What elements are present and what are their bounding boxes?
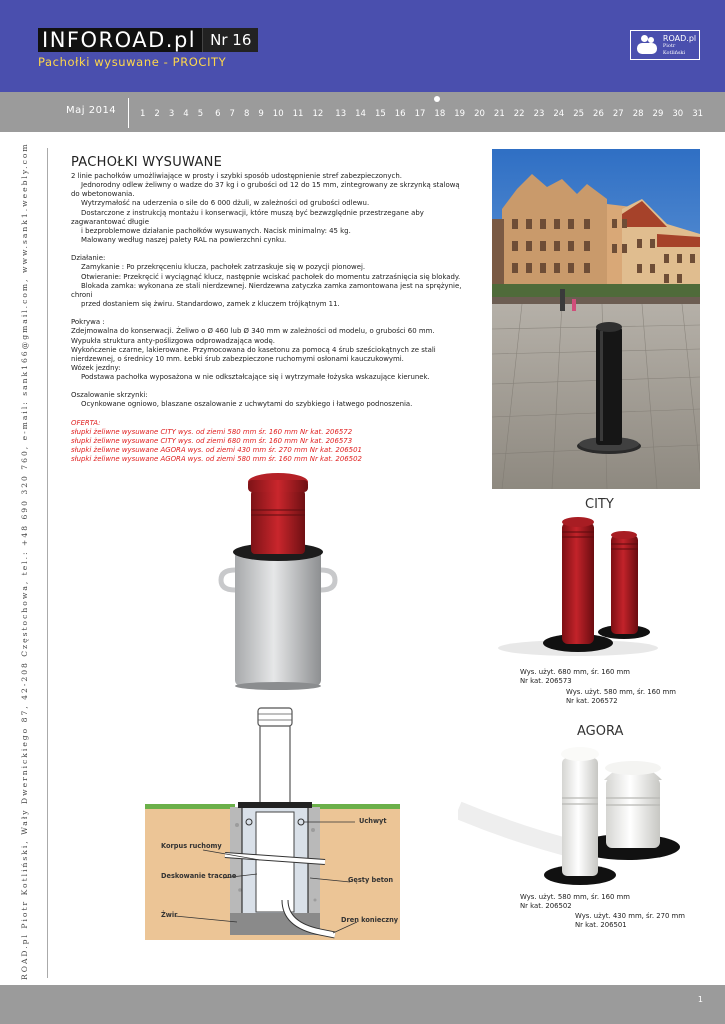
road-logo[interactable] xyxy=(630,30,700,60)
agora-cap1-line1: Wys. użyt. 580 mm, śr. 160 mm xyxy=(520,893,630,901)
calendar-day[interactable]: 18 xyxy=(434,109,446,119)
brand-title xyxy=(38,28,258,52)
calendar-day[interactable]: 21 xyxy=(493,109,505,119)
offer-line: słupki żeliwne wysuwane CITY wys. od ziemi 680 mm śr. 160 mm Nr kat. 206573 xyxy=(71,436,353,445)
calendar-day[interactable]: 22 xyxy=(513,109,525,119)
article-line: Malowany według naszej palety RAL na powierzchni cynku. xyxy=(81,236,287,245)
article-line: 2 linie pachołków umożliwiające w prosty i szybki sposób udostępnienie stref zabezpieczonych. xyxy=(71,172,402,180)
agora-cap1-line2: Nr kat. 206502 xyxy=(520,901,572,910)
calendar-month: Maj 2014 xyxy=(66,105,117,116)
brand-name: INFOROAD.pl xyxy=(42,28,197,52)
city-caption-2 xyxy=(566,688,676,705)
calendar-day[interactable]: 17 xyxy=(414,109,426,119)
calendar-day[interactable]: 8 xyxy=(243,109,250,119)
calendar-day[interactable]: 3 xyxy=(168,109,175,119)
calendar-day[interactable]: 10 xyxy=(272,109,284,119)
city-cap1-line1: Wys. użyt. 680 mm, śr. 160 mm xyxy=(520,668,630,676)
article-line: Zamykanie : Po przekręceniu klucza, pachołek zatrzaskuje się w pozycji pionowej. xyxy=(81,263,366,272)
calendar-day[interactable]: 11 xyxy=(292,109,304,119)
calendar-day[interactable]: 30 xyxy=(672,109,684,119)
article-line: Wypukła struktura anty-poślizgowa odprowadzająca wodę. xyxy=(71,336,275,345)
city-caption-1 xyxy=(520,668,630,685)
article-title: PACHOŁKI WYSUWANE xyxy=(71,155,223,170)
calendar-day[interactable]: 31 xyxy=(692,109,704,119)
city-bollards-image xyxy=(478,510,663,670)
calendar-day[interactable]: 29 xyxy=(652,109,664,119)
offer-line: słupki żeliwne wysuwane AGORA wys. od ziemi 580 mm śr. 160 mm Nr kat. 206502 xyxy=(71,455,362,464)
calendar-day[interactable]: 25 xyxy=(573,109,585,119)
article-line: Wózek jezdny: xyxy=(71,363,121,372)
contact-vertical-text: ROAD.pl Piotr Kotliński, Wały Dwernickiego 87, 42-208 Częstochowa, tel.: +48 690 320 760, e-mail: sank166@gmail.com, www.sank1.weebly.com xyxy=(20,142,29,980)
article-line: Jednorodny odlew żeliwny o wadze do 37 kg i o grubości od 12 do 15 mm, zintegrowany ze skrzynką stalową xyxy=(81,181,460,190)
article-line: Oszalowanie skrzynki: xyxy=(71,391,148,400)
calendar-day[interactable]: 6 xyxy=(215,109,221,119)
logo-line1: ROAD.pl xyxy=(662,33,697,43)
diagram-label-uchwyt: Uchwyt xyxy=(359,817,387,825)
city-cap2-line2: Nr kat. 206572 xyxy=(566,696,618,705)
calendar-day[interactable]: 1 xyxy=(140,109,146,119)
diagram-label-zwir: Żwir xyxy=(161,911,178,919)
diagram-label-korpus: Korpus ruchomy xyxy=(161,842,222,850)
footer-bar xyxy=(0,985,725,1024)
article-line: Ocynkowane ogniowo, blaszane oszalowanie z uchwytami do szybkiego i łatwego podnoszenia. xyxy=(81,400,413,409)
article-line: Pokrywa : xyxy=(71,318,105,327)
street-photo xyxy=(492,149,700,489)
article-line xyxy=(71,382,487,391)
calendar-day[interactable]: 5 xyxy=(197,109,204,119)
marked-day-dot-icon xyxy=(434,96,440,102)
article-line xyxy=(71,309,487,318)
page-number: 1 xyxy=(697,995,703,1004)
article-line: Wykończenie czarne, lakierowane. Przymocowana do kasetonu za pomocą 4 śrub sześciokątnych ze stali xyxy=(71,345,436,354)
article-body xyxy=(71,172,487,464)
calendar-day[interactable]: 16 xyxy=(394,109,406,119)
calendar-day[interactable]: 23 xyxy=(533,109,545,119)
sidebar-divider xyxy=(47,148,48,978)
article-line: Zdejmowalna do konserwacji. Żeliwo o Ø 460 lub Ø 340 mm w zależności od modelu, o grubości 60 mm. xyxy=(71,327,435,336)
installation-diagram xyxy=(145,700,405,940)
article-line: i bezproblemowe działanie pachołków wysuwanych. Nacisk minimalny: 45 kg. xyxy=(81,226,351,235)
calendar-day[interactable]: 19 xyxy=(454,109,466,119)
article-line: Blokada zamka: wykonana ze stali nierdzewnej. Nierdzewna zatyczka zamka zamontowana jest na sprężynie, xyxy=(81,281,462,290)
offer-line: OFERTA: xyxy=(71,418,101,427)
calendar-day[interactable]: 27 xyxy=(612,109,624,119)
diagram-label-dren: Dren konieczny xyxy=(341,916,399,924)
header-subtitle: Pachołki wysuwane - PROCITY xyxy=(38,55,227,69)
article-spacer xyxy=(71,410,487,419)
calendar-day[interactable]: 13 xyxy=(335,109,347,119)
article-line: Działanie: xyxy=(71,254,106,263)
agora-caption-2 xyxy=(575,912,685,929)
article-line: nierdzewnej, o średnicy 10 mm. Łebki śrub zabezpieczone ruchomymi osłonami kauczukowymi. xyxy=(71,354,404,363)
article-line: zagwarantować długie xyxy=(71,217,150,226)
offer-line: słupki żeliwne wysuwane CITY wys. od ziemi 580 mm śr. 160 mm Nr kat. 206572 xyxy=(71,427,353,436)
calendar-day[interactable]: 24 xyxy=(553,109,565,119)
calendar-day[interactable]: 2 xyxy=(154,109,160,119)
city-title: CITY xyxy=(585,497,614,512)
road-logo-icon xyxy=(635,34,659,56)
article-line: do wbetonowania. xyxy=(71,190,135,199)
calendar-day[interactable]: 9 xyxy=(258,109,264,119)
calendar-day[interactable]: 26 xyxy=(593,109,604,119)
article-line: Otwieranie: Przekręcić i wyciągnąć klucz, następnie wciskać pachołek do momentu zatrzaśnięcia się blokady. xyxy=(81,272,461,281)
calendar-day[interactable]: 20 xyxy=(474,109,485,119)
issue-number: Nr 16 xyxy=(202,28,258,52)
article-line: Podstawa pachołka wyposażona w nie odkształcające się i wytrzymałe łożyska wskazujące kierunek. xyxy=(81,373,430,382)
diagram-label-deskowanie: Deskowanie tracone xyxy=(161,872,237,880)
agora-bollards-image xyxy=(458,740,683,890)
calendar-divider xyxy=(128,98,129,128)
bollard-casing-illustration xyxy=(215,470,340,690)
logo-line2: Piotr Kotliński xyxy=(662,42,686,56)
calendar-strip xyxy=(0,92,725,132)
article-line xyxy=(71,245,487,254)
city-cap1-line2: Nr kat. 206573 xyxy=(520,676,572,685)
calendar-day[interactable]: 14 xyxy=(355,109,366,119)
calendar-days xyxy=(140,109,712,119)
article-line: przed dostaniem się żwiru. Standardowo, zamek z kluczem trójkątnym 11. xyxy=(81,300,340,309)
diagram-label-beton: Gęsty beton xyxy=(348,876,394,884)
agora-caption-1 xyxy=(520,893,630,910)
calendar-day[interactable]: 28 xyxy=(632,109,644,119)
calendar-day[interactable]: 12 xyxy=(312,109,324,119)
agora-cap2-line1: Wys. użyt. 430 mm, śr. 270 mm xyxy=(575,912,685,920)
calendar-day[interactable]: 4 xyxy=(183,109,189,119)
calendar-day[interactable]: 7 xyxy=(229,109,235,119)
agora-title: AGORA xyxy=(577,724,624,739)
article-line: chroni xyxy=(71,290,93,299)
header-banner xyxy=(0,0,725,92)
article-line: Dostarczone z instrukcją montażu i konserwacji, które muszą być bezwzględnie przestrzegane aby xyxy=(81,208,424,217)
agora-cap2-line2: Nr kat. 206501 xyxy=(575,920,627,929)
article-line: Wytrzymałość na uderzenia o sile do 6 000 dżuli, w zależności od grubości odlewu. xyxy=(81,199,370,208)
street-scene-image xyxy=(492,149,700,489)
offer-line: słupki żeliwne wysuwane AGORA wys. od ziemi 430 mm śr. 270 mm Nr kat. 206501 xyxy=(71,446,362,455)
calendar-day[interactable]: 15 xyxy=(374,109,386,119)
city-cap2-line1: Wys. użyt. 580 mm, śr. 160 mm xyxy=(566,688,676,696)
